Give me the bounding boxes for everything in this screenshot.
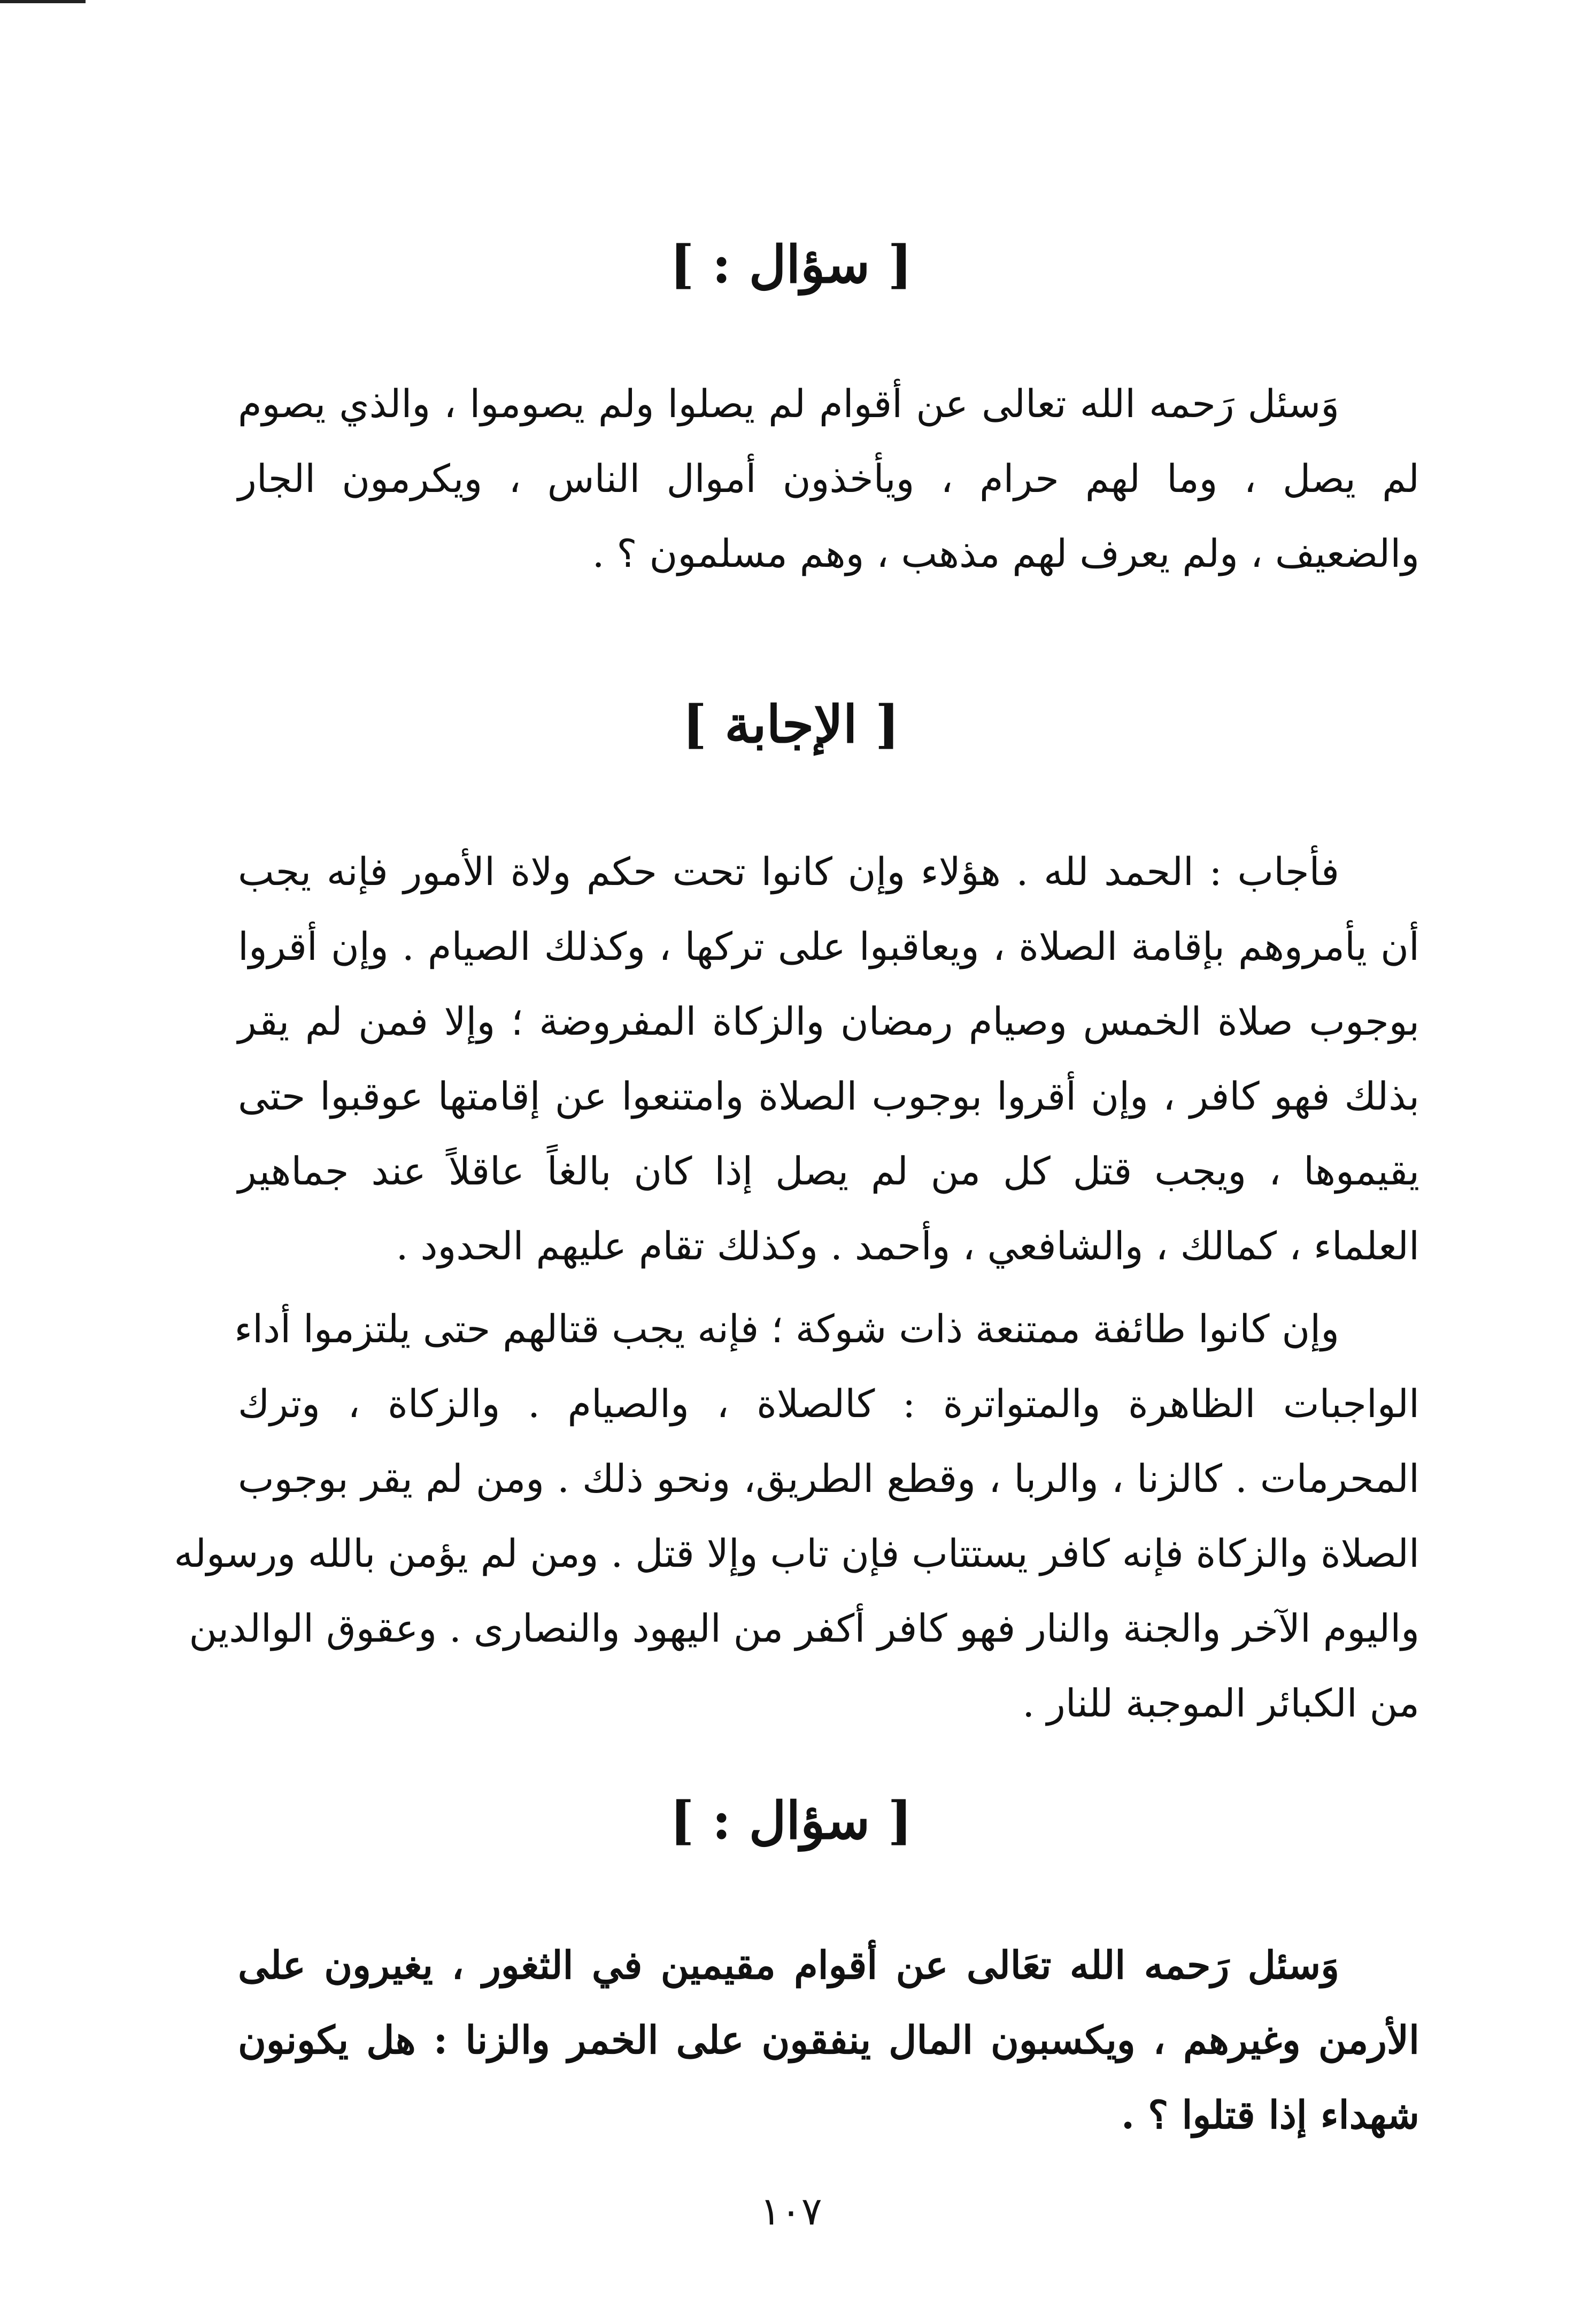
page-number: ١٠٧: [760, 2189, 822, 2234]
text-line: وَسئل رَحمه الله تعالى عن أقوام لم يصلوا ولم يصوموا ، والذي يصوم: [238, 381, 1339, 426]
question-heading-1: [ سؤال : ]: [670, 234, 912, 295]
text-line: يقيموها ، ويجب قتل كل من لم يصل إذا كان بالغاً عاقلاً عند جماهير: [238, 1149, 1419, 1194]
text-line: الأرمن وغيرهم ، ويكسبون المال ينفقون على الخمر والزنا : هل يكونون: [238, 2017, 1419, 2063]
text-line: أن يأمروهم بإقامة الصلاة ، ويعاقبوا على تركها ، وكذلك الصيام . وإن أقروا: [238, 924, 1419, 969]
text-line: العلماء ، كمالك ، والشافعي ، وأحمد . وكذلك تقام عليهم الحدود .: [396, 1223, 1419, 1268]
text-line: وَسئل رَحمه الله تعَالى عن أقوام مقيمين في الثغور ، يغيرون على: [238, 1942, 1339, 1988]
text-line: فأجاب : الحمد لله . هؤلاء وإن كانوا تحت حكم ولاة الأمور فإنه يجب: [238, 849, 1339, 894]
text-line: لم يصل ، وما لهم حرام ، ويأخذون أموال الناس ، ويكرمون الجار: [238, 456, 1419, 501]
text-line: واليوم الآخر والجنة والنار فهو كافر أكفر من اليهود والنصارى . وعقوق الوالدين: [189, 1606, 1419, 1651]
text-line: بذلك فهو كافر ، وإن أقروا بوجوب الصلاة وامتنعوا عن إقامتها عوقبوا حتى: [238, 1074, 1419, 1119]
scan-edge-mark: [0, 0, 86, 3]
text-line: الصلاة والزكاة فإنه كافر يستتاب فإن تاب وإلا قتل . ومن لم يؤمن بالله ورسوله: [174, 1531, 1419, 1576]
text-line: الواجبات الظاهرة والمتواترة : كالصلاة ، والصيام . والزكاة ، وترك: [238, 1381, 1419, 1426]
text-line: شهداء إذا قتلوا ؟ .: [1121, 2092, 1419, 2137]
answer-heading: [ الإجابة ]: [682, 694, 900, 755]
text-line: من الكبائر الموجبة للنار .: [1022, 1681, 1419, 1726]
text-line: بوجوب صلاة الخمس وصيام رمضان والزكاة المفروضة ؛ وإلا فمن لم يقر: [238, 999, 1419, 1044]
text-line: والضعيف ، ولم يعرف لهم مذهب ، وهم مسلمون ؟ .: [592, 531, 1419, 576]
text-line: المحرمات . كالزنا ، والربا ، وقطع الطريق، ونحو ذلك . ومن لم يقر بوجوب: [238, 1456, 1419, 1501]
text-line: وإن كانوا طائفة ممتنعة ذات شوكة ؛ فإنه يجب قتالهم حتى يلتزموا أداء: [234, 1306, 1339, 1351]
question-heading-2: [ سؤال : ]: [670, 1790, 912, 1851]
